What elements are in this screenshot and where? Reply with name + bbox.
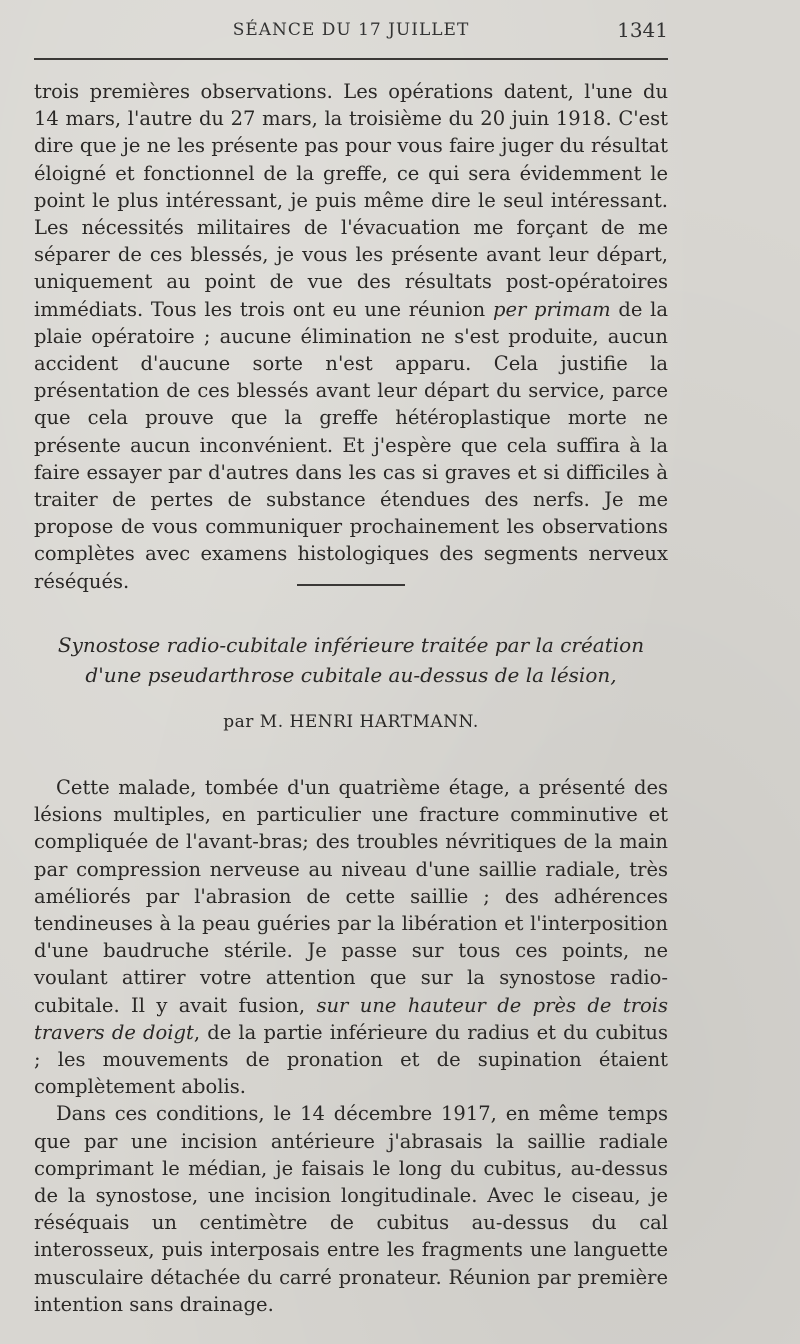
article-p1-start: Cette malade, tombée d'un quatrième étage, a présenté des lésions multiples, en particulier une fracture comminutive et compliquée de l'avant-bras; des troubles névritiques de la main par compression nerveuse au niveau d'une saillie radiale, très améliorés par l'abrasion de cette saillie ; des adhérences tendineuses à la peau guéries par la libération et l'interposition d'une baudruche stérile. Je passe sur tous ces points, ne voulant attirer votre attention que sur la synostose radio-cubitale. Il y avait fusion,: [34, 776, 668, 1017]
intro-italic-phrase: per primam: [492, 297, 611, 321]
intro-text-end: de la plaie opératoire ; aucune élimination ne s'est produite, aucun accident d'aucune sorte n'est apparu. Cela justifie la présentation de ces blessés avant leur départ du service, parce que cela prouve que la greffe hétéroplastique morte ne présente aucun inconvénient. Et j'espère que cela suffira à la faire essayer par d'autres dans les cas si graves et si difficiles à traiter de pertes de substance étendues des nerfs. Je me propose de vous communiquer prochainement les observations complètes avec examens histologiques des segments nerveux réséqués.: [34, 297, 668, 593]
intro-text-start: trois premières observations. Les opérations datent, l'une du 14 mars, l'autre du 27 mars, la troisième du 20 juin 1918. C'est dire que je ne les présente pas pour vous faire juger du résultat éloigné et fonctionnel de la greffe, ce qui sera évidemment le point le plus intéressant, je puis même dire le seul intéressant. Les nécessités militaires de l'évacuation me forçant de me séparer de ces blessés, je vous les présente avant leur départ, uniquement au point de vue des résultats post-opératoires immédiats. Tous les trois ont eu une réunion: [34, 80, 668, 321]
article-p1-italic: sur une hauteur de près de trois travers de doigt: [34, 993, 668, 1044]
article-paragraph-1: [34, 774, 668, 1100]
article-p1-end: , de la partie inférieure du radius et du cubitus ; les mouvements de pronation et de supination étaient complètement abolis.: [34, 1020, 668, 1099]
article-paragraph-2: Dans ces conditions, le 14 décembre 1917, en même temps que par une incision antérieure j'abrasais la saillie radiale comprimant le médian, je faisais le long du cubitus, au-dessus de la synostose, une incision longitudinale. Avec le ciseau, je réséquais un centimètre de cubitus au-dessus du cal interosseux, puis interposais entre les fragments une languette musculaire détachée du carré pronateur. Réunion par première intention sans drainage.: [34, 1102, 668, 1316]
intro-section: [34, 78, 668, 595]
running-head: SÉANCE DU 17 JUILLET: [232, 20, 470, 40]
page-number: 1341: [617, 18, 668, 42]
article-author: par M. HENRI HARTMANN.: [223, 712, 479, 732]
page-header: [34, 16, 668, 46]
article-title: [34, 630, 668, 690]
article-title-line-2: d'une pseudarthrose cubitale au-dessus de la lésion,: [85, 663, 617, 687]
article-title-line-1: Synostose radio-cubitale inférieure traitée par la création: [57, 633, 645, 657]
intro-paragraph: [34, 78, 668, 595]
section-separator: [297, 584, 405, 586]
article-body: [34, 774, 668, 1318]
header-rule: [34, 58, 668, 60]
